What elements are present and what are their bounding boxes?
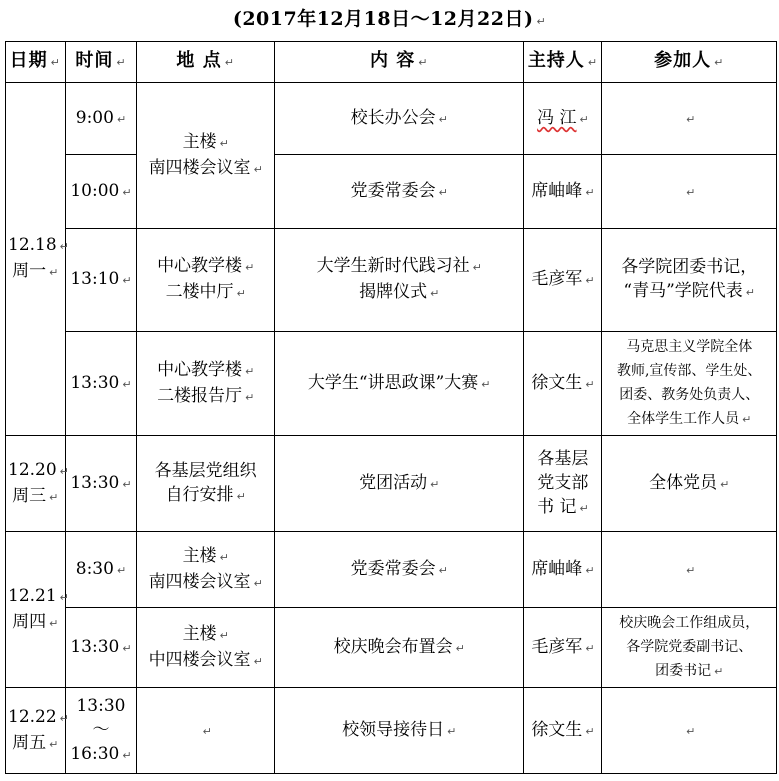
attendees-cell: 各学院团委书记， “青马”学院代表 ↵ <box>602 229 777 332</box>
table-row <box>6 688 777 774</box>
date-cell: 12.22 ↵ 周五 ↵ <box>6 688 66 774</box>
time-cell: 13:30 ↵ <box>65 608 137 688</box>
host-cell: 席岫峰 ↵ <box>524 532 602 608</box>
content-cell: 校领导接待日 ↵ <box>274 688 523 774</box>
table-row <box>6 83 777 155</box>
location-cell: 中心教学楼 ↵ 二楼中厅 ↵ <box>137 229 275 332</box>
attendees-cell: ↵ <box>602 155 777 229</box>
header-row <box>6 42 777 83</box>
attendees-cell: 校庆晚会工作组成员， 各学院党委副书记、 团委书记 ↵ <box>602 608 777 688</box>
attendees-cell: ↵ <box>602 83 777 155</box>
host-cell: 席岫峰 ↵ <box>524 155 602 229</box>
schedule-title <box>0 4 779 31</box>
content-cell: 党委常委会 ↵ <box>274 155 523 229</box>
content-cell: 党团活动 ↵ <box>274 436 523 532</box>
time-cell: 13:30 ↵ <box>65 332 137 436</box>
host-cell: 冯 江 ↵ <box>524 83 602 155</box>
header-host: 主持人 ↵ <box>524 42 602 83</box>
time-cell: 8:30 ↵ <box>65 532 137 608</box>
header-location: 地 点 ↵ <box>137 42 275 83</box>
time-cell: 13:10 ↵ <box>65 229 137 332</box>
date-cell: 12.18 ↵ 周一 ↵ <box>6 83 66 436</box>
host-cell: 徐文生 ↵ <box>524 332 602 436</box>
date-cell: 12.21 ↵ 周四 ↵ <box>6 532 66 688</box>
location-cell: 主楼 ↵ 中四楼会议室 ↵ <box>137 608 275 688</box>
schedule-title-text: (2017年12月18日～12月22日) <box>232 8 534 30</box>
host-cell: 徐文生 ↵ <box>524 688 602 774</box>
location-cell: 主楼 ↵ 南四楼会议室 ↵ <box>137 83 275 229</box>
table-row <box>6 332 777 436</box>
location-cell: ↵ <box>137 688 275 774</box>
header-time: 时间 ↵ <box>65 42 137 83</box>
content-cell: 大学生新时代践习社 ↵ 揭牌仪式 ↵ <box>274 229 523 332</box>
paragraph-mark-icon: ↵ <box>536 15 547 28</box>
location-cell: 各基层党组织 自行安排 ↵ <box>137 436 275 532</box>
table-row <box>6 436 777 532</box>
location-cell: 中心教学楼 ↵ 二楼报告厅 ↵ <box>137 332 275 436</box>
table-row <box>6 229 777 332</box>
schedule-table <box>5 41 777 774</box>
attendees-cell: ↵ <box>602 532 777 608</box>
location-cell: 主楼 ↵ 南四楼会议室 ↵ <box>137 532 275 608</box>
date-cell: 12.20 ↵ 周三 ↵ <box>6 436 66 532</box>
time-cell: 13:30 ↵ <box>65 436 137 532</box>
time-cell: 10:00 ↵ <box>65 155 137 229</box>
content-cell: 党委常委会 ↵ <box>274 532 523 608</box>
table-row <box>6 608 777 688</box>
header-date: 日期 ↵ <box>6 42 66 83</box>
content-cell: 校庆晚会布置会 ↵ <box>274 608 523 688</box>
table-row <box>6 155 777 229</box>
content-cell: 大学生“讲思政课”大赛 ↵ <box>274 332 523 436</box>
header-attendees: 参加人 ↵ <box>602 42 777 83</box>
host-cell: 毛彦军 ↵ <box>524 229 602 332</box>
time-cell: 9:00 ↵ <box>65 83 137 155</box>
attendees-cell: 马克思主义学院全体 教师,宣传部、学生处、 团委、教务处负责人、 全体学生工作人员 ↵ <box>602 332 777 436</box>
attendees-cell: 全体党员 ↵ <box>602 436 777 532</box>
host-cell: 各基层 党支部 书 记 ↵ <box>524 436 602 532</box>
table-row <box>6 532 777 608</box>
host-cell: 毛彦军 ↵ <box>524 608 602 688</box>
time-cell: 13:30 ～ 16:30 ↵ <box>65 688 137 774</box>
content-cell: 校长办公会 ↵ <box>274 83 523 155</box>
attendees-cell: ↵ <box>602 688 777 774</box>
header-content: 内 容 ↵ <box>274 42 523 83</box>
